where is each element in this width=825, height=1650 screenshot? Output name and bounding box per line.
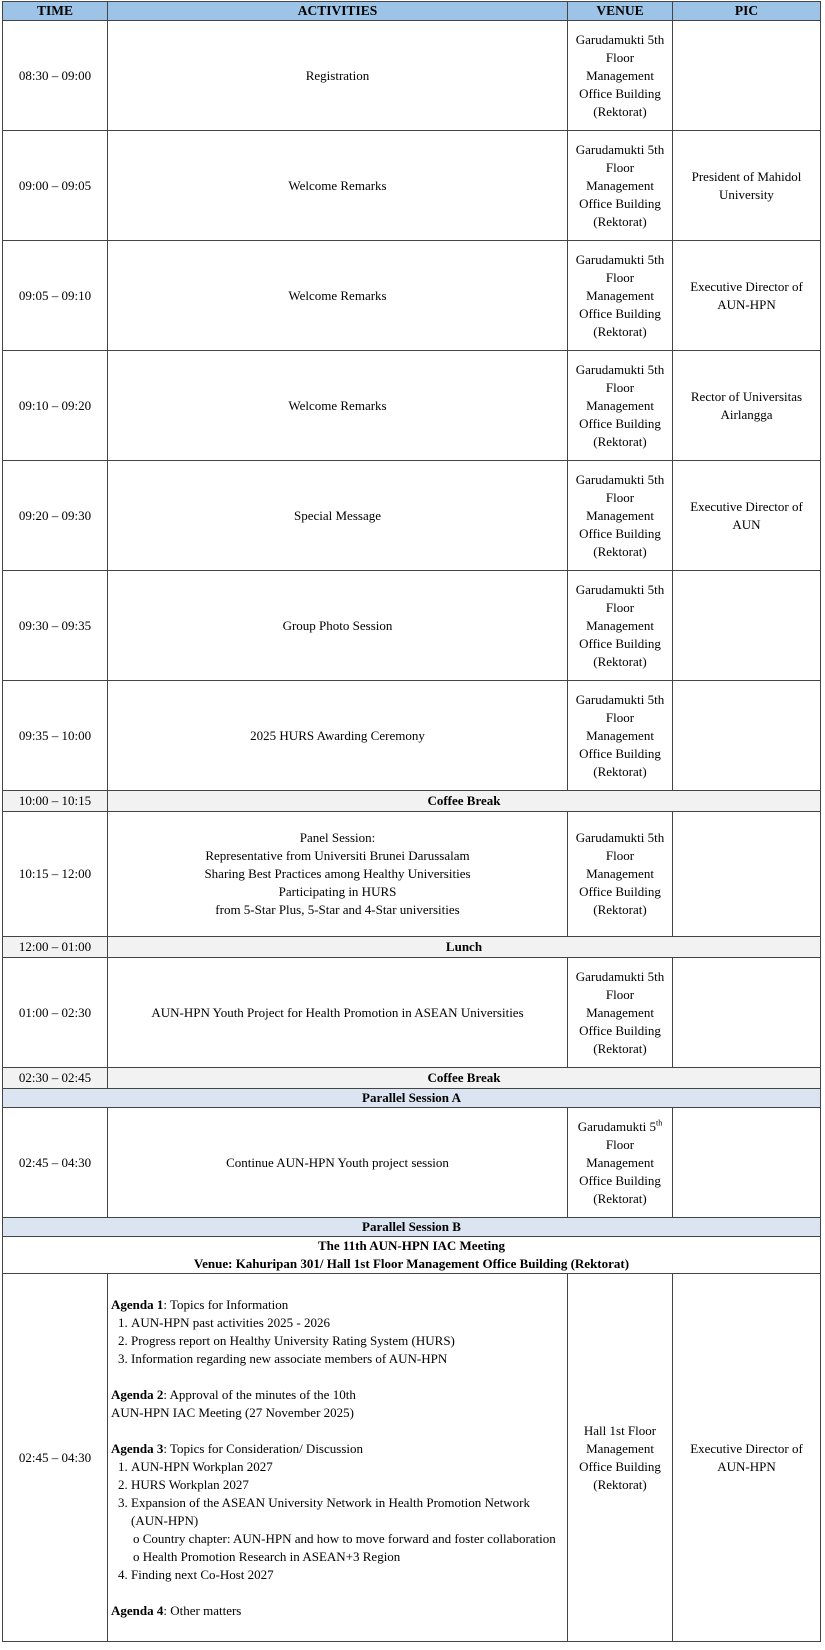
agenda-table bbox=[2, 1, 821, 1642]
time-cell: 10:15 – 12:00 bbox=[3, 812, 108, 937]
activity-cell: 2025 HURS Awarding Ceremony bbox=[108, 681, 568, 791]
agenda-label: Agenda 1 bbox=[111, 1296, 164, 1312]
coffee-break-label: Coffee Break bbox=[108, 791, 821, 812]
venue-cell bbox=[568, 1108, 673, 1218]
pic-cell bbox=[673, 571, 821, 681]
agenda-cell bbox=[108, 1274, 568, 1642]
time-cell: 08:30 – 09:00 bbox=[3, 21, 108, 131]
time-cell: 09:35 – 10:00 bbox=[3, 681, 108, 791]
agenda-label: Agenda 3 bbox=[111, 1440, 164, 1456]
coffee-break-row bbox=[3, 1068, 821, 1089]
table-row bbox=[3, 571, 821, 681]
venue-line: Garudamukti 5 bbox=[577, 1118, 657, 1134]
venue-cell: Hall 1st Floor Management Office Building (Rektorat) bbox=[568, 1274, 673, 1642]
table-row bbox=[3, 21, 821, 131]
panel-line: Representative from Universiti Brunei Darussalam bbox=[205, 848, 470, 863]
agenda-2: Agenda 2: Approval of the minutes of the 10th bbox=[111, 1386, 356, 1402]
agenda-label: Agenda 4 bbox=[111, 1602, 164, 1618]
session-a-title: Parallel Session A bbox=[3, 1089, 821, 1108]
venue-rest: Floor Management Office Building (Rektorat) bbox=[579, 1136, 661, 1206]
agenda-2-line-2: AUN-HPN IAC Meeting (27 November 2025) bbox=[111, 1404, 354, 1420]
time-cell: 09:10 – 09:20 bbox=[3, 351, 108, 461]
panel-line: from 5-Star Plus, 5-Star and 4-Star universities bbox=[215, 902, 460, 917]
lunch-row bbox=[3, 937, 821, 958]
list-item: 3. Information regarding new associate members of AUN-HPN bbox=[131, 1350, 564, 1368]
pic-cell bbox=[673, 812, 821, 937]
time-cell: 09:30 – 09:35 bbox=[3, 571, 108, 681]
time-cell: 02:30 – 02:45 bbox=[3, 1068, 108, 1089]
header-activities: ACTIVITIES bbox=[108, 2, 568, 21]
venue-cell: Garudamukti 5th Floor Management Office Building (Rektorat) bbox=[568, 461, 673, 571]
header-row bbox=[3, 2, 821, 21]
pic-cell bbox=[673, 1108, 821, 1218]
panel-line: Participating in HURS bbox=[278, 884, 397, 899]
activity-cell: AUN-HPN Youth Project for Health Promotion in ASEAN Universities bbox=[108, 958, 568, 1068]
session-a-row bbox=[3, 1108, 821, 1218]
header-venue: VENUE bbox=[568, 2, 673, 21]
agenda-label: Agenda 2 bbox=[111, 1386, 164, 1402]
time-cell: 02:45 – 04:30 bbox=[3, 1274, 108, 1642]
activity-cell: Registration bbox=[108, 21, 568, 131]
time-cell: 10:00 – 10:15 bbox=[3, 791, 108, 812]
pic-cell: President of Mahidol University bbox=[673, 131, 821, 241]
pic-cell bbox=[673, 681, 821, 791]
sub-item: o Country chapter: AUN-HPN and how to move forward and foster collaboration bbox=[133, 1530, 556, 1546]
list-item: 1. AUN-HPN past activities 2025 - 2026 bbox=[131, 1314, 564, 1332]
time-cell: 09:00 – 09:05 bbox=[3, 131, 108, 241]
table-row bbox=[3, 461, 821, 571]
table-row bbox=[3, 241, 821, 351]
pic-cell: Executive Director of AUN-HPN bbox=[673, 1274, 821, 1642]
venue-cell: Garudamukti 5th Floor Management Office Building (Rektorat) bbox=[568, 241, 673, 351]
meeting-title-row bbox=[3, 1237, 821, 1274]
coffee-break-row bbox=[3, 791, 821, 812]
activity-cell: Continue AUN-HPN Youth project session bbox=[108, 1108, 568, 1218]
panel-session-row bbox=[3, 812, 821, 937]
list-item: 2. HURS Workplan 2027 bbox=[131, 1476, 564, 1494]
header-time: TIME bbox=[3, 2, 108, 21]
list-item: 4. Finding next Co-Host 2027 bbox=[131, 1566, 564, 1584]
session-b-title: Parallel Session B bbox=[3, 1218, 821, 1237]
venue-cell: Garudamukti 5th Floor Management Office Building (Rektorat) bbox=[568, 351, 673, 461]
venue-cell: Garudamukti 5th Floor Management Office Building (Rektorat) bbox=[568, 812, 673, 937]
activity-cell: Welcome Remarks bbox=[108, 131, 568, 241]
list-item: 1. AUN-HPN Workplan 2027 bbox=[131, 1458, 564, 1476]
agenda-3-list bbox=[111, 1458, 564, 1530]
pic-cell bbox=[673, 21, 821, 131]
agenda-3: Agenda 3: Topics for Consideration/ Discussion bbox=[111, 1440, 363, 1456]
meeting-venue: Venue: Kahuripan 301/ Hall 1st Floor Management Office Building (Rektorat) bbox=[193, 1256, 630, 1271]
table-row bbox=[3, 681, 821, 791]
session-b-row bbox=[3, 1274, 821, 1642]
agenda-4: Agenda 4: Other matters bbox=[111, 1602, 242, 1618]
venue-cell: Garudamukti 5th Floor Management Office Building (Rektorat) bbox=[568, 131, 673, 241]
activity-cell: Special Message bbox=[108, 461, 568, 571]
activity-cell: Group Photo Session bbox=[108, 571, 568, 681]
agenda-1-list bbox=[111, 1314, 564, 1368]
youth-project-row bbox=[3, 958, 821, 1068]
activity-cell: Welcome Remarks bbox=[108, 241, 568, 351]
time-cell: 12:00 – 01:00 bbox=[3, 937, 108, 958]
list-item: 2. Progress report on Healthy University Rating System (HURS) bbox=[131, 1332, 564, 1350]
table-row bbox=[3, 351, 821, 461]
panel-line: Sharing Best Practices among Healthy Universities bbox=[204, 866, 471, 881]
venue-cell: Garudamukti 5th Floor Management Office Building (Rektorat) bbox=[568, 681, 673, 791]
table-row bbox=[3, 131, 821, 241]
pic-cell bbox=[673, 958, 821, 1068]
venue-cell: Garudamukti 5th Floor Management Office Building (Rektorat) bbox=[568, 958, 673, 1068]
time-cell: 09:20 – 09:30 bbox=[3, 461, 108, 571]
venue-cell: Garudamukti 5th Floor Management Office Building (Rektorat) bbox=[568, 21, 673, 131]
venue-cell: Garudamukti 5th Floor Management Office Building (Rektorat) bbox=[568, 571, 673, 681]
parallel-session-a-header bbox=[3, 1089, 821, 1108]
meeting-title-cell bbox=[3, 1237, 821, 1274]
coffee-break-label: Coffee Break bbox=[108, 1068, 821, 1089]
parallel-session-b-header bbox=[3, 1218, 821, 1237]
header-pic: PIC bbox=[673, 2, 821, 21]
activity-cell: Welcome Remarks bbox=[108, 351, 568, 461]
agenda-1: Agenda 1: Topics for Information bbox=[111, 1296, 289, 1312]
list-item: 3. Expansion of the ASEAN University Network in Health Promotion Network (AUN-HPN) bbox=[131, 1494, 564, 1530]
time-cell: 09:05 – 09:10 bbox=[3, 241, 108, 351]
meeting-title: The 11th AUN-HPN IAC Meeting bbox=[317, 1238, 506, 1253]
time-cell: 02:45 – 04:30 bbox=[3, 1108, 108, 1218]
pic-cell: Rector of Universitas Airlangga bbox=[673, 351, 821, 461]
activity-cell bbox=[108, 812, 568, 937]
sub-item: o Health Promotion Research in ASEAN+3 Region bbox=[133, 1548, 401, 1564]
venue-superscript: th bbox=[656, 1118, 663, 1128]
lunch-label: Lunch bbox=[108, 937, 821, 958]
pic-cell: Executive Director of AUN bbox=[673, 461, 821, 571]
pic-cell: Executive Director of AUN-HPN bbox=[673, 241, 821, 351]
agenda-3-list-cont bbox=[111, 1566, 564, 1584]
panel-line: Panel Session: bbox=[299, 830, 376, 845]
time-cell: 01:00 – 02:30 bbox=[3, 958, 108, 1068]
